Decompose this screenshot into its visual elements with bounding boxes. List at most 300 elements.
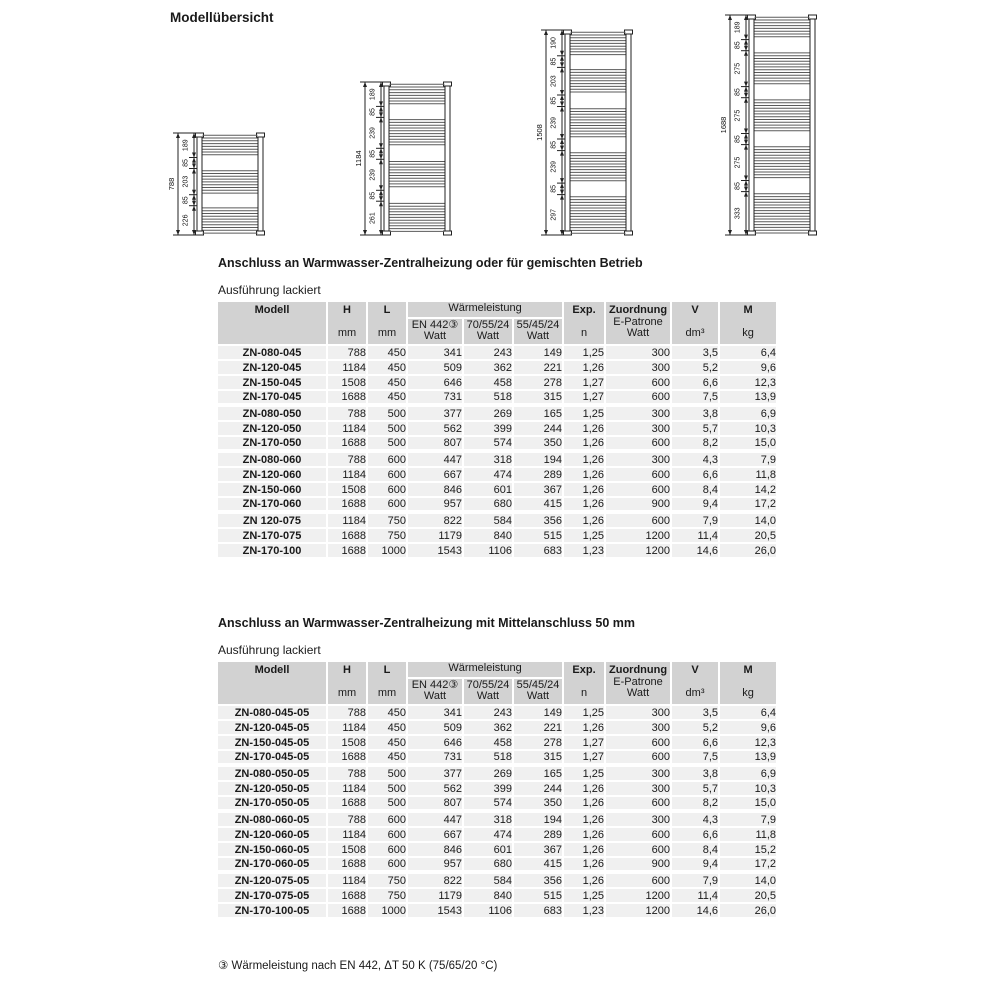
value-cell: 350 bbox=[514, 437, 564, 453]
value-cell: 667 bbox=[408, 828, 464, 843]
svg-text:226: 226 bbox=[182, 214, 190, 227]
value-cell: 646 bbox=[408, 736, 464, 751]
table-row bbox=[218, 736, 778, 751]
value-cell: 6,6 bbox=[672, 736, 720, 751]
value-cell: 9,6 bbox=[720, 361, 778, 376]
value-cell: 1688 bbox=[328, 889, 368, 904]
model-cell: ZN-170-075-05 bbox=[218, 889, 328, 904]
value-cell: 7,9 bbox=[672, 514, 720, 529]
table-row bbox=[218, 544, 778, 559]
value-cell: 362 bbox=[464, 361, 514, 376]
value-cell: 788 bbox=[328, 706, 368, 721]
svg-text:788: 788 bbox=[167, 177, 176, 191]
value-cell: 300 bbox=[606, 706, 672, 721]
value-cell: 20,5 bbox=[720, 889, 778, 904]
value-cell: 474 bbox=[464, 828, 514, 843]
value-cell: 415 bbox=[514, 498, 564, 514]
value-cell: 807 bbox=[408, 437, 464, 453]
svg-text:85: 85 bbox=[550, 184, 558, 193]
value-cell: 1508 bbox=[328, 376, 368, 391]
value-cell: 341 bbox=[408, 706, 464, 721]
value-cell: 5,7 bbox=[672, 422, 720, 437]
value-cell: 683 bbox=[514, 544, 564, 559]
value-cell: 840 bbox=[464, 889, 514, 904]
value-cell: 1688 bbox=[328, 858, 368, 874]
value-cell: 600 bbox=[368, 483, 408, 498]
svg-text:85: 85 bbox=[369, 149, 377, 158]
value-cell: 450 bbox=[368, 721, 408, 736]
value-cell: 450 bbox=[368, 736, 408, 751]
value-cell: 15,0 bbox=[720, 437, 778, 453]
table-row bbox=[218, 889, 778, 904]
model-cell: ZN 120-075 bbox=[218, 514, 328, 529]
value-cell: 1688 bbox=[328, 391, 368, 407]
table-row bbox=[218, 721, 778, 736]
col-header-l: L mm bbox=[368, 662, 408, 706]
table-row bbox=[218, 453, 778, 468]
svg-text:85: 85 bbox=[734, 41, 742, 50]
section-title-mittelanschluss: Anschluss an Warmwasser-Zentralheizung mit Mittelanschluss 50 mm bbox=[218, 616, 636, 630]
value-cell: 5,7 bbox=[672, 782, 720, 797]
svg-text:203: 203 bbox=[550, 75, 558, 88]
value-cell: 5,2 bbox=[672, 361, 720, 376]
col-header-v: V dm³ bbox=[672, 662, 720, 706]
model-cell: ZN-170-100-05 bbox=[218, 904, 328, 919]
value-cell: 509 bbox=[408, 721, 464, 736]
value-cell: 244 bbox=[514, 422, 564, 437]
svg-text:85: 85 bbox=[734, 182, 742, 190]
value-cell: 1688 bbox=[328, 437, 368, 453]
value-cell: 500 bbox=[368, 422, 408, 437]
value-cell: 3,8 bbox=[672, 407, 720, 422]
value-cell: 600 bbox=[606, 483, 672, 498]
table-row bbox=[218, 843, 778, 858]
value-cell: 244 bbox=[514, 782, 564, 797]
value-cell: 15,0 bbox=[720, 797, 778, 813]
value-cell: 450 bbox=[368, 391, 408, 407]
value-cell: 788 bbox=[328, 407, 368, 422]
subcol-header-705524: 70/55/24 Watt bbox=[464, 319, 514, 346]
value-cell: 356 bbox=[514, 514, 564, 529]
value-cell: 600 bbox=[606, 736, 672, 751]
value-cell: 6,9 bbox=[720, 407, 778, 422]
svg-text:189: 189 bbox=[734, 21, 742, 34]
value-cell: 574 bbox=[464, 437, 514, 453]
svg-text:85: 85 bbox=[550, 57, 558, 66]
value-cell: 6,4 bbox=[720, 346, 778, 361]
value-cell: 7,5 bbox=[672, 391, 720, 407]
value-cell: 1,26 bbox=[564, 797, 606, 813]
svg-text:275: 275 bbox=[734, 156, 742, 169]
value-cell: 562 bbox=[408, 782, 464, 797]
value-cell: 1,26 bbox=[564, 483, 606, 498]
value-cell: 8,4 bbox=[672, 843, 720, 858]
value-cell: 6,6 bbox=[672, 468, 720, 483]
svg-text:85: 85 bbox=[182, 159, 190, 167]
value-cell: 807 bbox=[408, 797, 464, 813]
value-cell: 1184 bbox=[328, 721, 368, 736]
value-cell: 788 bbox=[328, 453, 368, 468]
value-cell: 194 bbox=[514, 813, 564, 828]
value-cell: 1,27 bbox=[564, 391, 606, 407]
value-cell: 840 bbox=[464, 529, 514, 544]
value-cell: 600 bbox=[368, 453, 408, 468]
value-cell: 957 bbox=[408, 498, 464, 514]
col-header-v: V dm³ bbox=[672, 302, 720, 346]
subcol-header-705524: 70/55/24 Watt bbox=[464, 679, 514, 706]
value-cell: 1184 bbox=[328, 782, 368, 797]
value-cell: 957 bbox=[408, 858, 464, 874]
value-cell: 900 bbox=[606, 858, 672, 874]
model-cell: ZN-120-060-05 bbox=[218, 828, 328, 843]
value-cell: 600 bbox=[606, 437, 672, 453]
svg-text:239: 239 bbox=[369, 168, 377, 181]
value-cell: 680 bbox=[464, 498, 514, 514]
value-cell: 3,5 bbox=[672, 706, 720, 721]
model-cell: ZN-150-060-05 bbox=[218, 843, 328, 858]
value-cell: 1000 bbox=[368, 904, 408, 919]
model-cell: ZN-150-060 bbox=[218, 483, 328, 498]
value-cell: 1,26 bbox=[564, 422, 606, 437]
model-cell: ZN-170-045-05 bbox=[218, 751, 328, 767]
radiator-drawing bbox=[165, 129, 267, 239]
table-row bbox=[218, 346, 778, 361]
section-subtitle-lackiert: Ausführung lackiert bbox=[218, 283, 321, 297]
value-cell: 4,3 bbox=[672, 453, 720, 468]
value-cell: 12,3 bbox=[720, 376, 778, 391]
table-row bbox=[218, 361, 778, 376]
page-title: Modellübersicht bbox=[170, 10, 274, 25]
model-cell: ZN-170-050-05 bbox=[218, 797, 328, 813]
value-cell: 221 bbox=[514, 721, 564, 736]
model-cell: ZN-120-075-05 bbox=[218, 874, 328, 889]
value-cell: 14,6 bbox=[672, 544, 720, 559]
value-cell: 341 bbox=[408, 346, 464, 361]
radiator-drawing bbox=[533, 26, 635, 239]
svg-text:85: 85 bbox=[734, 88, 742, 97]
table-row bbox=[218, 468, 778, 483]
value-cell: 1,26 bbox=[564, 843, 606, 858]
value-cell: 646 bbox=[408, 376, 464, 391]
value-cell: 1,25 bbox=[564, 407, 606, 422]
subcol-header-554524: 55/45/24 Watt bbox=[514, 679, 564, 706]
value-cell: 600 bbox=[368, 468, 408, 483]
value-cell: 1184 bbox=[328, 874, 368, 889]
value-cell: 399 bbox=[464, 782, 514, 797]
value-cell: 9,4 bbox=[672, 858, 720, 874]
value-cell: 600 bbox=[368, 498, 408, 514]
col-header-m: M kg bbox=[720, 662, 778, 706]
subcol-header-en442: EN 442③ Watt bbox=[408, 319, 464, 346]
value-cell: 1184 bbox=[328, 514, 368, 529]
value-cell: 3,8 bbox=[672, 767, 720, 782]
value-cell: 221 bbox=[514, 361, 564, 376]
value-cell: 300 bbox=[606, 813, 672, 828]
value-cell: 1688 bbox=[328, 797, 368, 813]
table-row bbox=[218, 828, 778, 843]
value-cell: 1,26 bbox=[564, 874, 606, 889]
radiator-drawing bbox=[717, 11, 819, 239]
value-cell: 6,9 bbox=[720, 767, 778, 782]
svg-text:239: 239 bbox=[550, 160, 558, 173]
value-cell: 500 bbox=[368, 782, 408, 797]
value-cell: 14,0 bbox=[720, 874, 778, 889]
value-cell: 1106 bbox=[464, 544, 514, 559]
value-cell: 1,25 bbox=[564, 529, 606, 544]
value-cell: 574 bbox=[464, 797, 514, 813]
svg-text:189: 189 bbox=[369, 88, 377, 101]
value-cell: 788 bbox=[328, 767, 368, 782]
value-cell: 1508 bbox=[328, 483, 368, 498]
value-cell: 9,4 bbox=[672, 498, 720, 514]
value-cell: 1184 bbox=[328, 468, 368, 483]
value-cell: 822 bbox=[408, 514, 464, 529]
table-row bbox=[218, 498, 778, 514]
value-cell: 600 bbox=[368, 813, 408, 828]
value-cell: 1200 bbox=[606, 529, 672, 544]
value-cell: 20,5 bbox=[720, 529, 778, 544]
table-row bbox=[218, 797, 778, 813]
section-title-warmwasser: Anschluss an Warmwasser-Zentralheizung oder für gemischten Betrieb bbox=[218, 256, 643, 270]
value-cell: 278 bbox=[514, 736, 564, 751]
value-cell: 7,9 bbox=[672, 874, 720, 889]
table-row bbox=[218, 376, 778, 391]
svg-text:85: 85 bbox=[182, 196, 190, 205]
value-cell: 447 bbox=[408, 813, 464, 828]
value-cell: 1179 bbox=[408, 529, 464, 544]
value-cell: 10,3 bbox=[720, 422, 778, 437]
radiator-diagram-1508 bbox=[533, 26, 635, 244]
value-cell: 584 bbox=[464, 874, 514, 889]
col-header-exp: Exp. n bbox=[564, 302, 606, 346]
value-cell: 12,3 bbox=[720, 736, 778, 751]
value-cell: 600 bbox=[368, 843, 408, 858]
table-row bbox=[218, 391, 778, 407]
value-cell: 600 bbox=[606, 874, 672, 889]
svg-text:275: 275 bbox=[734, 62, 742, 75]
svg-text:239: 239 bbox=[369, 127, 377, 139]
value-cell: 269 bbox=[464, 407, 514, 422]
value-cell: 1000 bbox=[368, 544, 408, 559]
table-row bbox=[218, 437, 778, 453]
value-cell: 518 bbox=[464, 751, 514, 767]
value-cell: 17,2 bbox=[720, 858, 778, 874]
value-cell: 300 bbox=[606, 422, 672, 437]
svg-text:85: 85 bbox=[550, 140, 558, 149]
table-row bbox=[218, 514, 778, 529]
value-cell: 600 bbox=[606, 828, 672, 843]
value-cell: 9,6 bbox=[720, 721, 778, 736]
value-cell: 600 bbox=[606, 376, 672, 391]
value-cell: 399 bbox=[464, 422, 514, 437]
value-cell: 1,26 bbox=[564, 721, 606, 736]
value-cell: 26,0 bbox=[720, 904, 778, 919]
value-cell: 1200 bbox=[606, 904, 672, 919]
col-header-l: L mm bbox=[368, 302, 408, 346]
col-header-h: H mm bbox=[328, 662, 368, 706]
value-cell: 8,4 bbox=[672, 483, 720, 498]
table-row bbox=[218, 767, 778, 782]
value-cell: 7,9 bbox=[720, 813, 778, 828]
svg-text:239: 239 bbox=[550, 116, 558, 129]
value-cell: 6,4 bbox=[720, 706, 778, 721]
value-cell: 600 bbox=[606, 514, 672, 529]
value-cell: 315 bbox=[514, 391, 564, 407]
svg-text:85: 85 bbox=[550, 96, 558, 105]
value-cell: 1688 bbox=[328, 544, 368, 559]
table-row bbox=[218, 813, 778, 828]
model-cell: ZN-120-060 bbox=[218, 468, 328, 483]
model-cell: ZN-080-050 bbox=[218, 407, 328, 422]
value-cell: 13,9 bbox=[720, 751, 778, 767]
value-cell: 1179 bbox=[408, 889, 464, 904]
value-cell: 269 bbox=[464, 767, 514, 782]
model-cell: ZN-170-075 bbox=[218, 529, 328, 544]
value-cell: 13,9 bbox=[720, 391, 778, 407]
value-cell: 1688 bbox=[328, 751, 368, 767]
value-cell: 1,26 bbox=[564, 468, 606, 483]
model-cell: ZN-120-050 bbox=[218, 422, 328, 437]
value-cell: 584 bbox=[464, 514, 514, 529]
svg-text:190: 190 bbox=[550, 37, 558, 49]
svg-text:261: 261 bbox=[369, 212, 377, 224]
value-cell: 447 bbox=[408, 453, 464, 468]
svg-text:189: 189 bbox=[182, 139, 190, 152]
value-cell: 731 bbox=[408, 751, 464, 767]
value-cell: 750 bbox=[368, 874, 408, 889]
value-cell: 1184 bbox=[328, 828, 368, 843]
value-cell: 1,25 bbox=[564, 706, 606, 721]
value-cell: 14,2 bbox=[720, 483, 778, 498]
value-cell: 11,4 bbox=[672, 889, 720, 904]
value-cell: 300 bbox=[606, 453, 672, 468]
model-cell: ZN-080-060 bbox=[218, 453, 328, 468]
table-row bbox=[218, 407, 778, 422]
value-cell: 1,26 bbox=[564, 858, 606, 874]
value-cell: 278 bbox=[514, 376, 564, 391]
value-cell: 1184 bbox=[328, 422, 368, 437]
value-cell: 1688 bbox=[328, 529, 368, 544]
value-cell: 1,26 bbox=[564, 361, 606, 376]
table-row bbox=[218, 751, 778, 767]
value-cell: 500 bbox=[368, 437, 408, 453]
value-cell: 680 bbox=[464, 858, 514, 874]
value-cell: 3,5 bbox=[672, 346, 720, 361]
model-cell: ZN-080-060-05 bbox=[218, 813, 328, 828]
table-row bbox=[218, 483, 778, 498]
model-cell: ZN-120-045 bbox=[218, 361, 328, 376]
value-cell: 683 bbox=[514, 904, 564, 919]
value-cell: 600 bbox=[606, 843, 672, 858]
value-cell: 1,27 bbox=[564, 751, 606, 767]
value-cell: 788 bbox=[328, 813, 368, 828]
value-cell: 600 bbox=[368, 828, 408, 843]
value-cell: 15,2 bbox=[720, 843, 778, 858]
value-cell: 750 bbox=[368, 514, 408, 529]
col-header-waermeleistung: Wärmeleistung bbox=[408, 662, 564, 679]
model-cell: ZN-170-060 bbox=[218, 498, 328, 514]
value-cell: 450 bbox=[368, 361, 408, 376]
value-cell: 600 bbox=[368, 858, 408, 874]
value-cell: 1688 bbox=[328, 904, 368, 919]
value-cell: 243 bbox=[464, 706, 514, 721]
value-cell: 601 bbox=[464, 843, 514, 858]
value-cell: 26,0 bbox=[720, 544, 778, 559]
model-cell: ZN-080-050-05 bbox=[218, 767, 328, 782]
value-cell: 1,23 bbox=[564, 904, 606, 919]
value-cell: 10,3 bbox=[720, 782, 778, 797]
value-cell: 1543 bbox=[408, 544, 464, 559]
value-cell: 300 bbox=[606, 361, 672, 376]
svg-text:1184: 1184 bbox=[354, 150, 363, 167]
value-cell: 4,3 bbox=[672, 813, 720, 828]
value-cell: 367 bbox=[514, 843, 564, 858]
value-cell: 356 bbox=[514, 874, 564, 889]
radiator-diagram-788 bbox=[165, 129, 267, 244]
value-cell: 7,5 bbox=[672, 751, 720, 767]
value-cell: 515 bbox=[514, 889, 564, 904]
col-header-h: H mm bbox=[328, 302, 368, 346]
value-cell: 1,26 bbox=[564, 498, 606, 514]
value-cell: 1,26 bbox=[564, 828, 606, 843]
col-header-zuordnung: Zuordnung E-Patrone Watt bbox=[606, 302, 672, 346]
model-cell: ZN-170-045 bbox=[218, 391, 328, 407]
value-cell: 300 bbox=[606, 767, 672, 782]
col-header-modell: Modell bbox=[218, 662, 328, 706]
col-header-m: M kg bbox=[720, 302, 778, 346]
value-cell: 300 bbox=[606, 346, 672, 361]
value-cell: 1106 bbox=[464, 904, 514, 919]
spec-table-mittelanschluss bbox=[218, 662, 778, 919]
model-cell: ZN-120-045-05 bbox=[218, 721, 328, 736]
value-cell: 11,8 bbox=[720, 468, 778, 483]
model-cell: ZN-170-050 bbox=[218, 437, 328, 453]
value-cell: 500 bbox=[368, 797, 408, 813]
table-row bbox=[218, 422, 778, 437]
value-cell: 600 bbox=[606, 797, 672, 813]
value-cell: 600 bbox=[606, 391, 672, 407]
value-cell: 1200 bbox=[606, 889, 672, 904]
value-cell: 11,8 bbox=[720, 828, 778, 843]
value-cell: 1,26 bbox=[564, 514, 606, 529]
value-cell: 562 bbox=[408, 422, 464, 437]
value-cell: 11,4 bbox=[672, 529, 720, 544]
value-cell: 1,26 bbox=[564, 782, 606, 797]
value-cell: 367 bbox=[514, 483, 564, 498]
value-cell: 1,26 bbox=[564, 437, 606, 453]
value-cell: 6,6 bbox=[672, 828, 720, 843]
footnote-waermeleistung: ③ Wärmeleistung nach EN 442, ΔT 50 K (75/65/20 °C) bbox=[218, 960, 498, 972]
model-cell: ZN-150-045-05 bbox=[218, 736, 328, 751]
value-cell: 6,6 bbox=[672, 376, 720, 391]
col-header-modell: Modell bbox=[218, 302, 328, 346]
value-cell: 243 bbox=[464, 346, 514, 361]
value-cell: 1,27 bbox=[564, 736, 606, 751]
model-cell: ZN-170-100 bbox=[218, 544, 328, 559]
value-cell: 500 bbox=[368, 767, 408, 782]
value-cell: 362 bbox=[464, 721, 514, 736]
value-cell: 846 bbox=[408, 483, 464, 498]
value-cell: 474 bbox=[464, 468, 514, 483]
value-cell: 458 bbox=[464, 736, 514, 751]
value-cell: 822 bbox=[408, 874, 464, 889]
value-cell: 1,25 bbox=[564, 767, 606, 782]
value-cell: 8,2 bbox=[672, 437, 720, 453]
value-cell: 300 bbox=[606, 721, 672, 736]
value-cell: 1,27 bbox=[564, 376, 606, 391]
col-header-exp: Exp. n bbox=[564, 662, 606, 706]
svg-text:333: 333 bbox=[734, 207, 742, 220]
